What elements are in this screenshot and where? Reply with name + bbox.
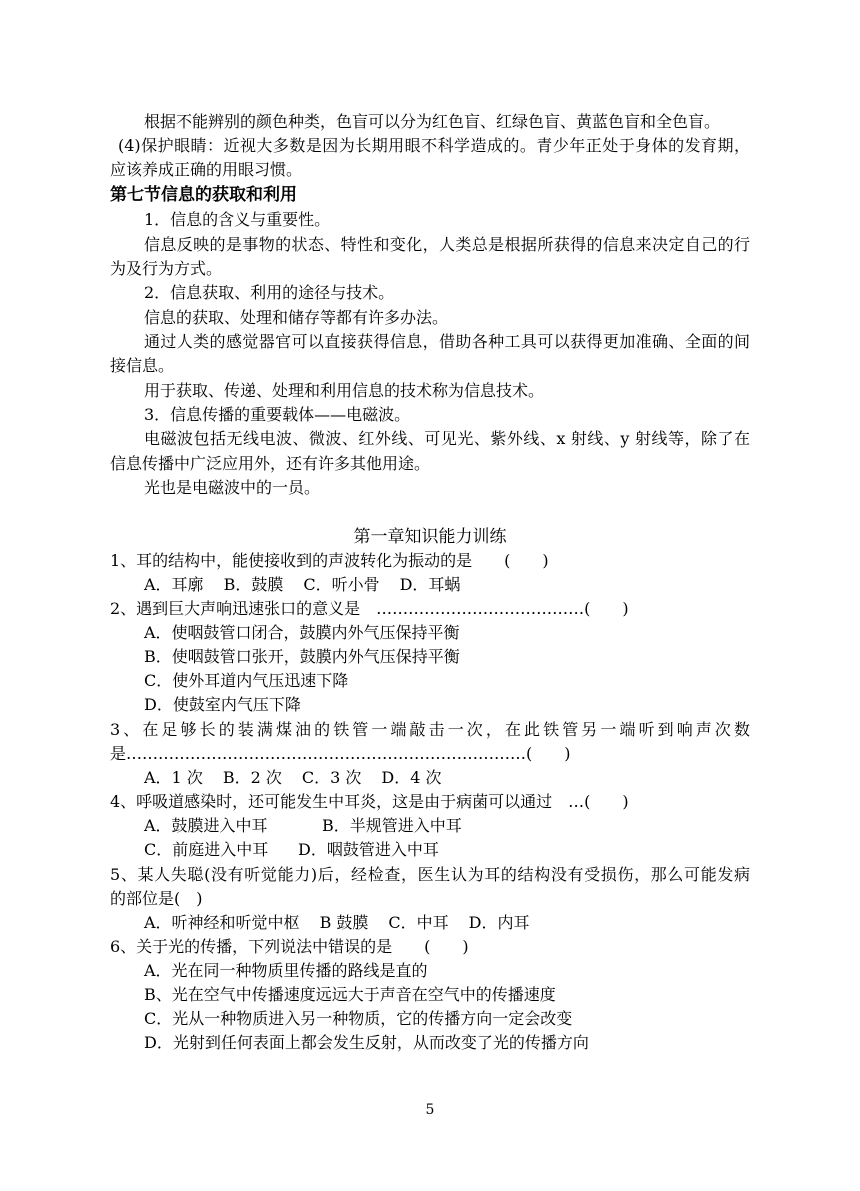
- option: C．使外耳道内气压迅速下降: [144, 671, 349, 690]
- info-point-2: 2．信息获取、利用的途径与技术。: [144, 283, 395, 302]
- info-paragraph: 信息反映的是事物的状态、特性和变化，人类总是根据所获得的信息来决定自己的行: [144, 235, 750, 254]
- option: A．光在同一种物质里传播的路线是直的: [144, 961, 428, 980]
- page-number: 5: [425, 1102, 435, 1118]
- info-paragraph: 通过人类的感觉器官可以直接获得信息，借助各种工具可以获得更加准确、全面的间: [144, 332, 750, 351]
- question-5-options: [144, 911, 784, 935]
- option: D．光射到任何表面上都会发生反射，从而改变了光的传播方向: [144, 1033, 589, 1052]
- exercise-title: 第一章知识能力训练: [353, 527, 507, 547]
- question-5-cont: 的部位是( ): [110, 889, 203, 908]
- option: B．使咽鼓管口张开，鼓膜内外气压保持平衡: [144, 647, 460, 666]
- info-paragraph: 用于获取、传递、处理和利用信息的技术称为信息技术。: [144, 381, 545, 400]
- question-3-options: [144, 766, 784, 790]
- info-paragraph-cont: 信息传播中广泛应用外，还有许多其他用途。: [110, 454, 431, 473]
- option: A．使咽鼓管口闭合，鼓膜内外气压保持平衡: [144, 623, 460, 642]
- option: B 鼓膜: [319, 913, 369, 932]
- info-paragraph: 信息的获取、处理和储存等都有许多办法。: [144, 308, 449, 327]
- eye-protection-text: (4)保护眼睛：近视大多数是因为长期用眼不科学造成的。青少年正处于身体的发育期，: [118, 136, 750, 155]
- question-6: 6、关于光的传播，下列说法中错误的是 ( ): [110, 937, 469, 956]
- question-3-cont: 是…………………………………………………………………( ): [110, 744, 571, 763]
- question-3: 3、在足够长的装满煤油的铁管一端敲击一次，在此铁管另一端听到响声次数: [110, 720, 750, 739]
- question-4-options-ab: [144, 814, 784, 838]
- question-4: 4、呼吸道感染时，还可能发生中耳炎，这是由于病菌可以通过 …( ): [110, 792, 629, 811]
- eye-protection-text-cont: 应该养成正确的用眼习惯。: [110, 160, 303, 179]
- info-point-1: 1．信息的含义与重要性。: [144, 210, 331, 229]
- section-heading: 第七节信息的获取和利用: [110, 185, 297, 205]
- option: D．内耳: [468, 913, 530, 932]
- option: D．咽鼓管进入中耳: [298, 840, 439, 859]
- option: C．前庭进入中耳: [144, 840, 269, 859]
- info-paragraph: 电磁波包括无线电波、微波、红外线、可见光、紫外线、x 射线、y 射线等，除了在: [144, 429, 750, 448]
- option: B．鼓膜: [223, 575, 284, 594]
- option: C．3 次: [301, 768, 362, 787]
- info-paragraph-cont: 为及行为方式。: [110, 259, 223, 278]
- option: C．听小骨: [303, 575, 380, 594]
- option: A．鼓膜进入中耳: [144, 816, 268, 835]
- option: A．耳廓: [144, 575, 204, 594]
- question-5: 5、某人失聪(没有听觉能力)后，经检查，医生认为耳的结构没有受损伤，那么可能发病: [110, 865, 750, 884]
- option: B．2 次: [222, 768, 282, 787]
- option: D．使鼓室内气压下降: [144, 695, 301, 714]
- option: A．听神经和听觉中枢: [144, 913, 300, 932]
- option: D．4 次: [381, 768, 442, 787]
- question-4-options-cd: [144, 838, 784, 862]
- option: A．1 次: [144, 768, 203, 787]
- question-2: 2、遇到巨大声响迅速张口的意义是 …………………………………( ): [110, 599, 629, 618]
- option: C．中耳: [388, 913, 449, 932]
- question-1: 1、耳的结构中，能使接收到的声波转化为振动的是 ( ): [110, 551, 549, 570]
- info-paragraph: 光也是电磁波中的一员。: [144, 478, 321, 497]
- option: B．半规管进入中耳: [322, 816, 462, 835]
- option: D．耳蜗: [399, 575, 461, 594]
- question-1-options: [144, 573, 784, 597]
- info-paragraph-cont: 接信息。: [110, 356, 175, 375]
- option: C．光从一种物质进入另一种物质，它的传播方向一定会改变: [144, 1009, 573, 1028]
- info-point-3: 3．信息传播的重要载体——电磁波。: [144, 405, 411, 424]
- option: B、光在空气中传播速度远远大于声音在空气中的传播速度: [144, 985, 556, 1004]
- color-blindness-text: 根据不能辨别的颜色种类，色盲可以分为红色盲、红绿色盲、黄蓝色盲和全色盲。: [144, 112, 721, 131]
